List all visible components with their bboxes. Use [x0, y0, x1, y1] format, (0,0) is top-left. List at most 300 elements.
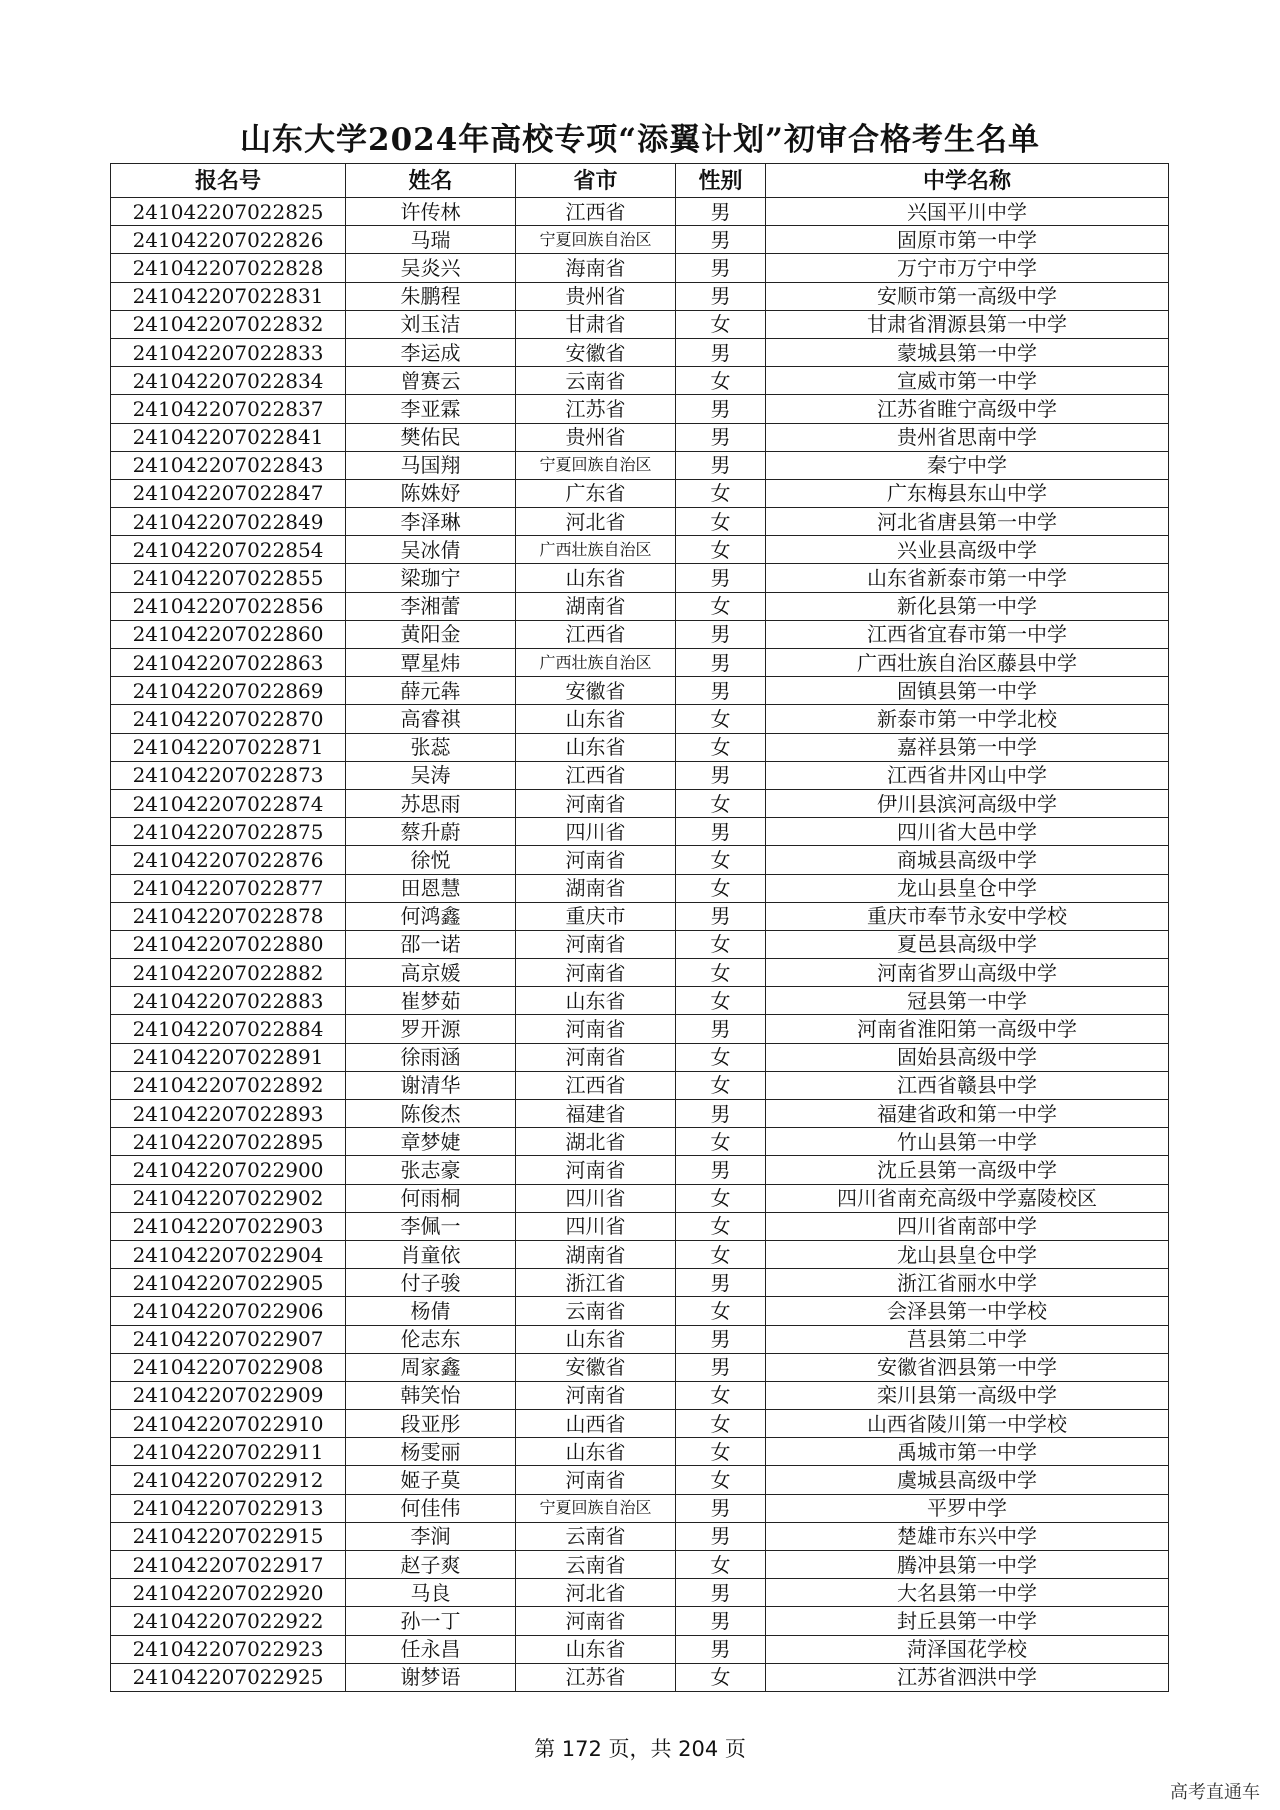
- registration-number-cell: 241042207022920: [111, 1579, 346, 1607]
- table-row: [111, 705, 1169, 733]
- name-cell: 许传林: [346, 198, 516, 226]
- registration-number-cell: 241042207022863: [111, 649, 346, 677]
- name-cell: 韩笑怡: [346, 1381, 516, 1409]
- gender-cell: 男: [676, 1100, 766, 1128]
- table-row: [111, 818, 1169, 846]
- watermark: 高考直通车: [1170, 1782, 1260, 1803]
- gender-cell: 男: [676, 1015, 766, 1043]
- table-row: [111, 677, 1169, 705]
- gender-cell: 女: [676, 1551, 766, 1579]
- name-cell: 伦志东: [346, 1325, 516, 1353]
- registration-number-cell: 241042207022905: [111, 1269, 346, 1297]
- table-row: [111, 1522, 1169, 1550]
- table-row: [111, 1184, 1169, 1212]
- school-cell: 夏邑县高级中学: [766, 930, 1169, 958]
- table-row: [111, 226, 1169, 254]
- name-cell: 任永昌: [346, 1635, 516, 1663]
- gender-cell: 女: [676, 789, 766, 817]
- gender-cell: 女: [676, 1297, 766, 1325]
- gender-cell: 男: [676, 338, 766, 366]
- school-cell: 虞城县高级中学: [766, 1466, 1169, 1494]
- name-cell: 马瑞: [346, 226, 516, 254]
- registration-number-cell: 241042207022909: [111, 1381, 346, 1409]
- gender-cell: 女: [676, 846, 766, 874]
- province-cell: 重庆市: [516, 902, 676, 930]
- name-cell: 姬子莫: [346, 1466, 516, 1494]
- gender-cell: 女: [676, 1212, 766, 1240]
- province-cell: 安徽省: [516, 1353, 676, 1381]
- registration-number-cell: 241042207022893: [111, 1100, 346, 1128]
- gender-cell: 女: [676, 367, 766, 395]
- province-cell: 山东省: [516, 1325, 676, 1353]
- name-cell: 徐雨涵: [346, 1043, 516, 1071]
- registration-number-cell: 241042207022922: [111, 1607, 346, 1635]
- registration-number-cell: 241042207022910: [111, 1410, 346, 1438]
- table-header-row: [111, 164, 1169, 198]
- province-cell: 湖南省: [516, 874, 676, 902]
- registration-number-cell: 241042207022873: [111, 761, 346, 789]
- table-row: [111, 1663, 1169, 1691]
- province-cell: 河南省: [516, 1043, 676, 1071]
- registration-number-cell: 241042207022878: [111, 902, 346, 930]
- province-cell: 山西省: [516, 1410, 676, 1438]
- name-cell: 孙一丁: [346, 1607, 516, 1635]
- table-row: [111, 592, 1169, 620]
- school-cell: 龙山县皇仓中学: [766, 1240, 1169, 1268]
- registration-number-cell: 241042207022925: [111, 1663, 346, 1691]
- registration-number-cell: 241042207022915: [111, 1522, 346, 1550]
- gender-cell: 女: [676, 1466, 766, 1494]
- name-cell: 刘玉洁: [346, 310, 516, 338]
- table-row: [111, 1410, 1169, 1438]
- table-row: [111, 310, 1169, 338]
- gender-cell: 男: [676, 1494, 766, 1522]
- table-row: [111, 1635, 1169, 1663]
- gender-cell: 女: [676, 733, 766, 761]
- gender-cell: 男: [676, 1156, 766, 1184]
- school-cell: 安徽省泗县第一中学: [766, 1353, 1169, 1381]
- school-cell: 江西省赣县中学: [766, 1071, 1169, 1099]
- table-row: [111, 987, 1169, 1015]
- registration-number-cell: 241042207022837: [111, 395, 346, 423]
- gender-cell: 女: [676, 874, 766, 902]
- name-cell: 陈俊杰: [346, 1100, 516, 1128]
- registration-number-cell: 241042207022841: [111, 423, 346, 451]
- name-cell: 吴涛: [346, 761, 516, 789]
- gender-cell: 男: [676, 1325, 766, 1353]
- table-row: [111, 761, 1169, 789]
- province-cell: 河南省: [516, 1156, 676, 1184]
- province-cell: 浙江省: [516, 1269, 676, 1297]
- registration-number-cell: 241042207022923: [111, 1635, 346, 1663]
- gender-cell: 女: [676, 1184, 766, 1212]
- gender-cell: 男: [676, 282, 766, 310]
- registration-number-cell: 241042207022849: [111, 508, 346, 536]
- registration-number-cell: 241042207022902: [111, 1184, 346, 1212]
- province-cell: 四川省: [516, 1184, 676, 1212]
- gender-cell: 女: [676, 1663, 766, 1691]
- school-cell: 大名县第一中学: [766, 1579, 1169, 1607]
- column-header-province: 省市: [516, 164, 676, 198]
- province-cell: 宁夏回族自治区: [516, 451, 676, 479]
- registration-number-cell: 241042207022832: [111, 310, 346, 338]
- province-cell: 福建省: [516, 1100, 676, 1128]
- school-cell: 江苏省睢宁高级中学: [766, 395, 1169, 423]
- gender-cell: 女: [676, 1381, 766, 1409]
- name-cell: 赵子爽: [346, 1551, 516, 1579]
- gender-cell: 女: [676, 930, 766, 958]
- name-cell: 何雨桐: [346, 1184, 516, 1212]
- table-row: [111, 367, 1169, 395]
- school-cell: 河南省淮阳第一高级中学: [766, 1015, 1169, 1043]
- gender-cell: 男: [676, 423, 766, 451]
- school-cell: 贵州省思南中学: [766, 423, 1169, 451]
- table-row: [111, 1240, 1169, 1268]
- table-row: [111, 874, 1169, 902]
- registration-number-cell: 241042207022855: [111, 564, 346, 592]
- registration-number-cell: 241042207022883: [111, 987, 346, 1015]
- name-cell: 徐悦: [346, 846, 516, 874]
- registration-number-cell: 241042207022860: [111, 620, 346, 648]
- school-cell: 河北省唐县第一中学: [766, 508, 1169, 536]
- name-cell: 田恩慧: [346, 874, 516, 902]
- school-cell: 四川省南部中学: [766, 1212, 1169, 1240]
- gender-cell: 男: [676, 198, 766, 226]
- column-header-registration-number: 报名号: [111, 164, 346, 198]
- school-cell: 甘肃省渭源县第一中学: [766, 310, 1169, 338]
- school-cell: 重庆市奉节永安中学校: [766, 902, 1169, 930]
- name-cell: 黄阳金: [346, 620, 516, 648]
- registration-number-cell: 241042207022912: [111, 1466, 346, 1494]
- province-cell: 河南省: [516, 1607, 676, 1635]
- table-row: [111, 620, 1169, 648]
- table-row: [111, 1551, 1169, 1579]
- name-cell: 杨倩: [346, 1297, 516, 1325]
- school-cell: 山东省新泰市第一中学: [766, 564, 1169, 592]
- province-cell: 江西省: [516, 761, 676, 789]
- school-cell: 江西省宜春市第一中学: [766, 620, 1169, 648]
- province-cell: 河南省: [516, 846, 676, 874]
- province-cell: 山东省: [516, 1635, 676, 1663]
- registration-number-cell: 241042207022826: [111, 226, 346, 254]
- name-cell: 罗开源: [346, 1015, 516, 1043]
- table-row: [111, 564, 1169, 592]
- school-cell: 万宁市万宁中学: [766, 254, 1169, 282]
- name-cell: 何鸿鑫: [346, 902, 516, 930]
- name-cell: 高睿祺: [346, 705, 516, 733]
- page-footer: 第 172 页，共 204 页: [534, 1737, 746, 1761]
- province-cell: 云南省: [516, 367, 676, 395]
- province-cell: 江苏省: [516, 1663, 676, 1691]
- province-cell: 湖南省: [516, 592, 676, 620]
- province-cell: 河北省: [516, 508, 676, 536]
- registration-number-cell: 241042207022876: [111, 846, 346, 874]
- name-cell: 李湘蕾: [346, 592, 516, 620]
- province-cell: 四川省: [516, 818, 676, 846]
- province-cell: 河北省: [516, 1579, 676, 1607]
- gender-cell: 女: [676, 987, 766, 1015]
- gender-cell: 男: [676, 620, 766, 648]
- table-row: [111, 1438, 1169, 1466]
- name-cell: 谢清华: [346, 1071, 516, 1099]
- school-cell: 竹山县第一中学: [766, 1128, 1169, 1156]
- gender-cell: 男: [676, 451, 766, 479]
- gender-cell: 男: [676, 1635, 766, 1663]
- name-cell: 李佩一: [346, 1212, 516, 1240]
- school-cell: 沈丘县第一高级中学: [766, 1156, 1169, 1184]
- table-row: [111, 1269, 1169, 1297]
- gender-cell: 男: [676, 1353, 766, 1381]
- registration-number-cell: 241042207022913: [111, 1494, 346, 1522]
- name-cell: 樊佑民: [346, 423, 516, 451]
- table-row: [111, 1466, 1169, 1494]
- school-cell: 山西省陵川第一中学校: [766, 1410, 1169, 1438]
- name-cell: 谢梦语: [346, 1663, 516, 1691]
- gender-cell: 男: [676, 254, 766, 282]
- name-cell: 肖童依: [346, 1240, 516, 1268]
- table-row: [111, 1100, 1169, 1128]
- school-cell: 菏泽国花学校: [766, 1635, 1169, 1663]
- registration-number-cell: 241042207022880: [111, 930, 346, 958]
- province-cell: 广西壮族自治区: [516, 649, 676, 677]
- name-cell: 张志豪: [346, 1156, 516, 1184]
- registration-number-cell: 241042207022907: [111, 1325, 346, 1353]
- school-cell: 伊川县滨河高级中学: [766, 789, 1169, 817]
- gender-cell: 男: [676, 226, 766, 254]
- table-row: [111, 1297, 1169, 1325]
- province-cell: 贵州省: [516, 282, 676, 310]
- registration-number-cell: 241042207022869: [111, 677, 346, 705]
- school-cell: 宣威市第一中学: [766, 367, 1169, 395]
- registration-number-cell: 241042207022870: [111, 705, 346, 733]
- registration-number-cell: 241042207022895: [111, 1128, 346, 1156]
- gender-cell: 女: [676, 1438, 766, 1466]
- province-cell: 河南省: [516, 959, 676, 987]
- name-cell: 曾赛云: [346, 367, 516, 395]
- province-cell: 宁夏回族自治区: [516, 1494, 676, 1522]
- registration-number-cell: 241042207022877: [111, 874, 346, 902]
- name-cell: 杨雯丽: [346, 1438, 516, 1466]
- table-row: [111, 508, 1169, 536]
- name-cell: 李涧: [346, 1522, 516, 1550]
- name-cell: 梁珈宁: [346, 564, 516, 592]
- document-title: 山东大学2024年高校专项“添翼计划”初审合格考生名单: [240, 122, 1040, 158]
- school-cell: 秦宁中学: [766, 451, 1169, 479]
- province-cell: 江西省: [516, 620, 676, 648]
- table-row: [111, 1579, 1169, 1607]
- table-row: [111, 1607, 1169, 1635]
- province-cell: 湖北省: [516, 1128, 676, 1156]
- registration-number-cell: 241042207022884: [111, 1015, 346, 1043]
- province-cell: 河南省: [516, 1015, 676, 1043]
- school-cell: 冠县第一中学: [766, 987, 1169, 1015]
- gender-cell: 男: [676, 761, 766, 789]
- province-cell: 山东省: [516, 1438, 676, 1466]
- registration-number-cell: 241042207022882: [111, 959, 346, 987]
- gender-cell: 女: [676, 592, 766, 620]
- table-row: [111, 423, 1169, 451]
- table-row: [111, 1071, 1169, 1099]
- province-cell: 甘肃省: [516, 310, 676, 338]
- registration-number-cell: 241042207022831: [111, 282, 346, 310]
- registration-number-cell: 241042207022875: [111, 818, 346, 846]
- school-cell: 固始县高级中学: [766, 1043, 1169, 1071]
- registration-number-cell: 241042207022856: [111, 592, 346, 620]
- province-cell: 海南省: [516, 254, 676, 282]
- school-cell: 固镇县第一中学: [766, 677, 1169, 705]
- gender-cell: 男: [676, 1522, 766, 1550]
- table-row: [111, 789, 1169, 817]
- table-row: [111, 198, 1169, 226]
- table-row: [111, 1128, 1169, 1156]
- province-cell: 江西省: [516, 198, 676, 226]
- province-cell: 湖南省: [516, 1240, 676, 1268]
- gender-cell: 男: [676, 1579, 766, 1607]
- school-cell: 固原市第一中学: [766, 226, 1169, 254]
- gender-cell: 男: [676, 649, 766, 677]
- name-cell: 薛元犇: [346, 677, 516, 705]
- name-cell: 李泽琳: [346, 508, 516, 536]
- registration-number-cell: 241042207022906: [111, 1297, 346, 1325]
- table-row: [111, 1156, 1169, 1184]
- table-row: [111, 282, 1169, 310]
- province-cell: 山东省: [516, 987, 676, 1015]
- school-cell: 莒县第二中学: [766, 1325, 1169, 1353]
- table-row: [111, 1381, 1169, 1409]
- province-cell: 江西省: [516, 1071, 676, 1099]
- column-header-name: 姓名: [346, 164, 516, 198]
- gender-cell: 男: [676, 677, 766, 705]
- province-cell: 贵州省: [516, 423, 676, 451]
- table-row: [111, 1494, 1169, 1522]
- school-cell: 广东梅县东山中学: [766, 479, 1169, 507]
- gender-cell: 女: [676, 536, 766, 564]
- table-row: [111, 959, 1169, 987]
- table-row: [111, 902, 1169, 930]
- province-cell: 安徽省: [516, 338, 676, 366]
- registration-number-cell: 241042207022833: [111, 338, 346, 366]
- province-cell: 云南省: [516, 1297, 676, 1325]
- registration-number-cell: 241042207022917: [111, 1551, 346, 1579]
- name-cell: 朱鹏程: [346, 282, 516, 310]
- province-cell: 山东省: [516, 564, 676, 592]
- school-cell: 楚雄市东兴中学: [766, 1522, 1169, 1550]
- school-cell: 龙山县皇仓中学: [766, 874, 1169, 902]
- school-cell: 商城县高级中学: [766, 846, 1169, 874]
- gender-cell: 女: [676, 1043, 766, 1071]
- table-row: [111, 254, 1169, 282]
- school-cell: 会泽县第一中学校: [766, 1297, 1169, 1325]
- registration-number-cell: 241042207022892: [111, 1071, 346, 1099]
- name-cell: 崔梦茹: [346, 987, 516, 1015]
- school-cell: 兴国平川中学: [766, 198, 1169, 226]
- table-row: [111, 536, 1169, 564]
- province-cell: 山东省: [516, 705, 676, 733]
- gender-cell: 女: [676, 959, 766, 987]
- registration-number-cell: 241042207022900: [111, 1156, 346, 1184]
- gender-cell: 女: [676, 508, 766, 536]
- province-cell: 江苏省: [516, 395, 676, 423]
- school-cell: 兴业县高级中学: [766, 536, 1169, 564]
- gender-cell: 女: [676, 479, 766, 507]
- name-cell: 蔡升蔚: [346, 818, 516, 846]
- name-cell: 段亚彤: [346, 1410, 516, 1438]
- school-cell: 蒙城县第一中学: [766, 338, 1169, 366]
- table-row: [111, 338, 1169, 366]
- table-row: [111, 1325, 1169, 1353]
- registration-number-cell: 241042207022854: [111, 536, 346, 564]
- gender-cell: 男: [676, 395, 766, 423]
- name-cell: 付子骏: [346, 1269, 516, 1297]
- column-header-school: 中学名称: [766, 164, 1169, 198]
- table-row: [111, 395, 1169, 423]
- registration-number-cell: 241042207022891: [111, 1043, 346, 1071]
- school-cell: 新化县第一中学: [766, 592, 1169, 620]
- column-header-gender: 性别: [676, 164, 766, 198]
- province-cell: 云南省: [516, 1551, 676, 1579]
- table-row: [111, 846, 1169, 874]
- registration-number-cell: 241042207022911: [111, 1438, 346, 1466]
- table-row: [111, 451, 1169, 479]
- gender-cell: 男: [676, 902, 766, 930]
- gender-cell: 男: [676, 1607, 766, 1635]
- registration-number-cell: 241042207022843: [111, 451, 346, 479]
- name-cell: 李亚霖: [346, 395, 516, 423]
- table-row: [111, 1353, 1169, 1381]
- gender-cell: 男: [676, 564, 766, 592]
- registration-number-cell: 241042207022904: [111, 1240, 346, 1268]
- gender-cell: 女: [676, 1071, 766, 1099]
- gender-cell: 女: [676, 1128, 766, 1156]
- table-row: [111, 479, 1169, 507]
- school-cell: 江西省井冈山中学: [766, 761, 1169, 789]
- registration-number-cell: 241042207022828: [111, 254, 346, 282]
- school-cell: 江苏省泗洪中学: [766, 1663, 1169, 1691]
- name-cell: 吴炎兴: [346, 254, 516, 282]
- registration-number-cell: 241042207022825: [111, 198, 346, 226]
- table-row: [111, 649, 1169, 677]
- province-cell: 河南省: [516, 1466, 676, 1494]
- registration-number-cell: 241042207022903: [111, 1212, 346, 1240]
- name-cell: 马国翔: [346, 451, 516, 479]
- registration-number-cell: 241042207022847: [111, 479, 346, 507]
- school-cell: 平罗中学: [766, 1494, 1169, 1522]
- table-row: [111, 1015, 1169, 1043]
- province-cell: 河南省: [516, 789, 676, 817]
- name-cell: 李运成: [346, 338, 516, 366]
- school-cell: 四川省大邑中学: [766, 818, 1169, 846]
- school-cell: 安顺市第一高级中学: [766, 282, 1169, 310]
- registration-number-cell: 241042207022874: [111, 789, 346, 817]
- province-cell: 云南省: [516, 1522, 676, 1550]
- name-cell: 章梦婕: [346, 1128, 516, 1156]
- province-cell: 安徽省: [516, 677, 676, 705]
- gender-cell: 女: [676, 310, 766, 338]
- gender-cell: 女: [676, 705, 766, 733]
- registration-number-cell: 241042207022908: [111, 1353, 346, 1381]
- name-cell: 苏思雨: [346, 789, 516, 817]
- name-cell: 陈姝妤: [346, 479, 516, 507]
- table-row: [111, 733, 1169, 761]
- province-cell: 广西壮族自治区: [516, 536, 676, 564]
- province-cell: 广东省: [516, 479, 676, 507]
- school-cell: 福建省政和第一中学: [766, 1100, 1169, 1128]
- province-cell: 四川省: [516, 1212, 676, 1240]
- school-cell: 广西壮族自治区藤县中学: [766, 649, 1169, 677]
- school-cell: 河南省罗山高级中学: [766, 959, 1169, 987]
- table-row: [111, 930, 1169, 958]
- province-cell: 宁夏回族自治区: [516, 226, 676, 254]
